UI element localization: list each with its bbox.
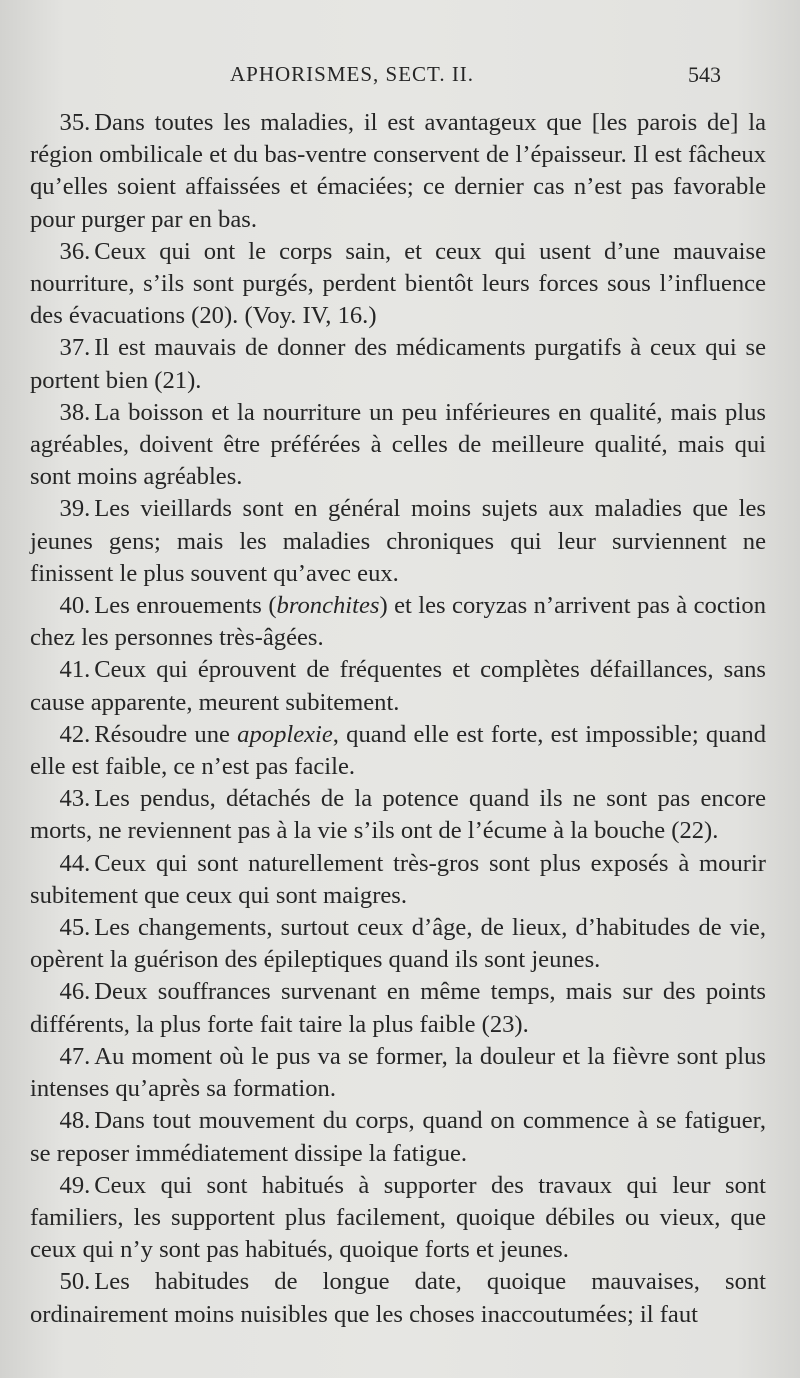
aphorism-number: 45.	[59, 914, 91, 942]
aphorism-text: Ceux qui ont le corps sain, et ceux qui usent d’une mauvaise nourriture, s’ils sont purgés, perdent bientôt leurs forces sous l’influence des évacuations (20). (Voy. IV, 16.)	[30, 237, 766, 330]
aphorism-number: 41.	[59, 656, 91, 684]
aphorism-36	[30, 236, 766, 333]
aphorism-text: , quand elle est forte, est impossible; quand elle est faible, ce n’est pas facile.	[30, 720, 767, 781]
aphorism-49	[30, 1170, 766, 1267]
aphorism-text: Ceux qui sont naturellement très-gros sont plus exposés à mourir subitement que ceux qui sont maigres.	[30, 849, 766, 909]
aphorism-46	[30, 976, 766, 1040]
aphorism-text: Au moment où le pus va se former, la douleur et la fièvre sont plus intenses qu’après sa formation.	[30, 1042, 766, 1103]
aphorism-text: Les changements, surtout ceux d’âge, de lieux, d’habitudes de vie, opèrent la guérison des épileptiques quand ils sont jeunes.	[30, 914, 766, 974]
aphorism-number: 46.	[59, 978, 91, 1006]
aphorism-text: Les pendus, détachés de la potence quand ils ne sont pas encore morts, ne reviennent pas à la vie s’ils ont de l’écume à la bouche (22).	[30, 785, 766, 845]
aphorism-41	[30, 654, 766, 718]
aphorism-37	[30, 332, 766, 396]
aphorism-35	[30, 107, 766, 236]
aphorism-number: 47.	[59, 1042, 91, 1070]
italic-term: bronchites	[276, 592, 380, 620]
aphorism-text: Les habitudes de longue date, quoique mauvaises, sont ordinairement moins nuisibles que les choses inaccoutumées; il faut	[30, 1268, 766, 1328]
aphorism-number: 44.	[59, 849, 91, 877]
aphorism-text: Résoudre une	[94, 720, 238, 748]
aphorisms-text	[30, 107, 766, 1331]
aphorism-48	[30, 1105, 766, 1169]
aphorism-text: Ceux qui sont habitués à supporter des travaux qui leur sont familiers, les supportent plus facilement, quoique débiles ou vieux, que ceux qui n’y sont pas habitués, quoique forts et jeunes.	[30, 1171, 766, 1264]
running-title: APHORISMES, SECT. II.	[230, 62, 475, 86]
aphorism-text: Les enrouements (	[94, 592, 277, 620]
aphorism-43	[30, 783, 766, 847]
aphorism-number: 37.	[59, 334, 91, 362]
aphorism-text: Dans tout mouvement du corps, quand on commence à se fatiguer, se reposer immédiatement dissipe la fatigue.	[30, 1107, 766, 1167]
aphorism-42	[30, 719, 766, 783]
running-header	[0, 62, 800, 96]
aphorism-number: 39.	[59, 495, 91, 523]
aphorism-number: 38.	[59, 398, 91, 426]
aphorism-number: 40.	[59, 592, 91, 620]
aphorism-text: Ceux qui éprouvent de fréquentes et complètes défaillances, sans cause apparente, meurent subitement.	[30, 656, 766, 716]
page-number: 543	[688, 62, 721, 87]
aphorism-50	[30, 1266, 766, 1330]
aphorism-number: 49.	[59, 1171, 91, 1199]
aphorism-text: Les vieillards sont en général moins sujets aux maladies que les jeunes gens; mais les maladies chroniques qui leur surviennent ne finissent le plus souvent qu’avec eux.	[30, 495, 766, 587]
aphorism-text: Dans toutes les maladies, il est avantageux que [les parois de] la région ombilicale et du bas-ventre conservent de l’épaisseur. Il est fâcheux qu’elles soient affaissées et émaciées; ce dernier cas n’est pas favorable pour purger par en bas.	[30, 109, 766, 233]
aphorism-45	[30, 912, 766, 976]
aphorism-number: 35.	[59, 109, 91, 136]
aphorism-text: Deux souffrances survenant en même temps, mais sur des points différents, la plus forte fait taire la plus faible (23).	[30, 978, 766, 1038]
italic-term: apoplexie	[237, 720, 333, 748]
aphorism-number: 48.	[59, 1107, 91, 1135]
aphorism-44	[30, 848, 766, 912]
aphorism-text: ) et les coryzas n’arrivent pas à coction chez les personnes très-âgées.	[30, 592, 767, 652]
aphorism-number: 43.	[59, 785, 91, 813]
aphorism-number: 50.	[59, 1268, 91, 1296]
aphorism-38	[30, 397, 766, 494]
aphorism-number: 36.	[59, 237, 91, 265]
aphorism-text: Il est mauvais de donner des médicaments purgatifs à ceux qui se portent bien (21).	[30, 334, 766, 394]
aphorism-39	[30, 493, 766, 590]
aphorism-40	[30, 590, 766, 654]
aphorism-number: 42.	[59, 720, 91, 748]
aphorism-47	[30, 1041, 766, 1105]
aphorism-text: La boisson et la nourriture un peu inférieures en qualité, mais plus agréables, doivent être préférées à celles de meilleure qualité, mais qui sont moins agréables.	[30, 398, 766, 491]
